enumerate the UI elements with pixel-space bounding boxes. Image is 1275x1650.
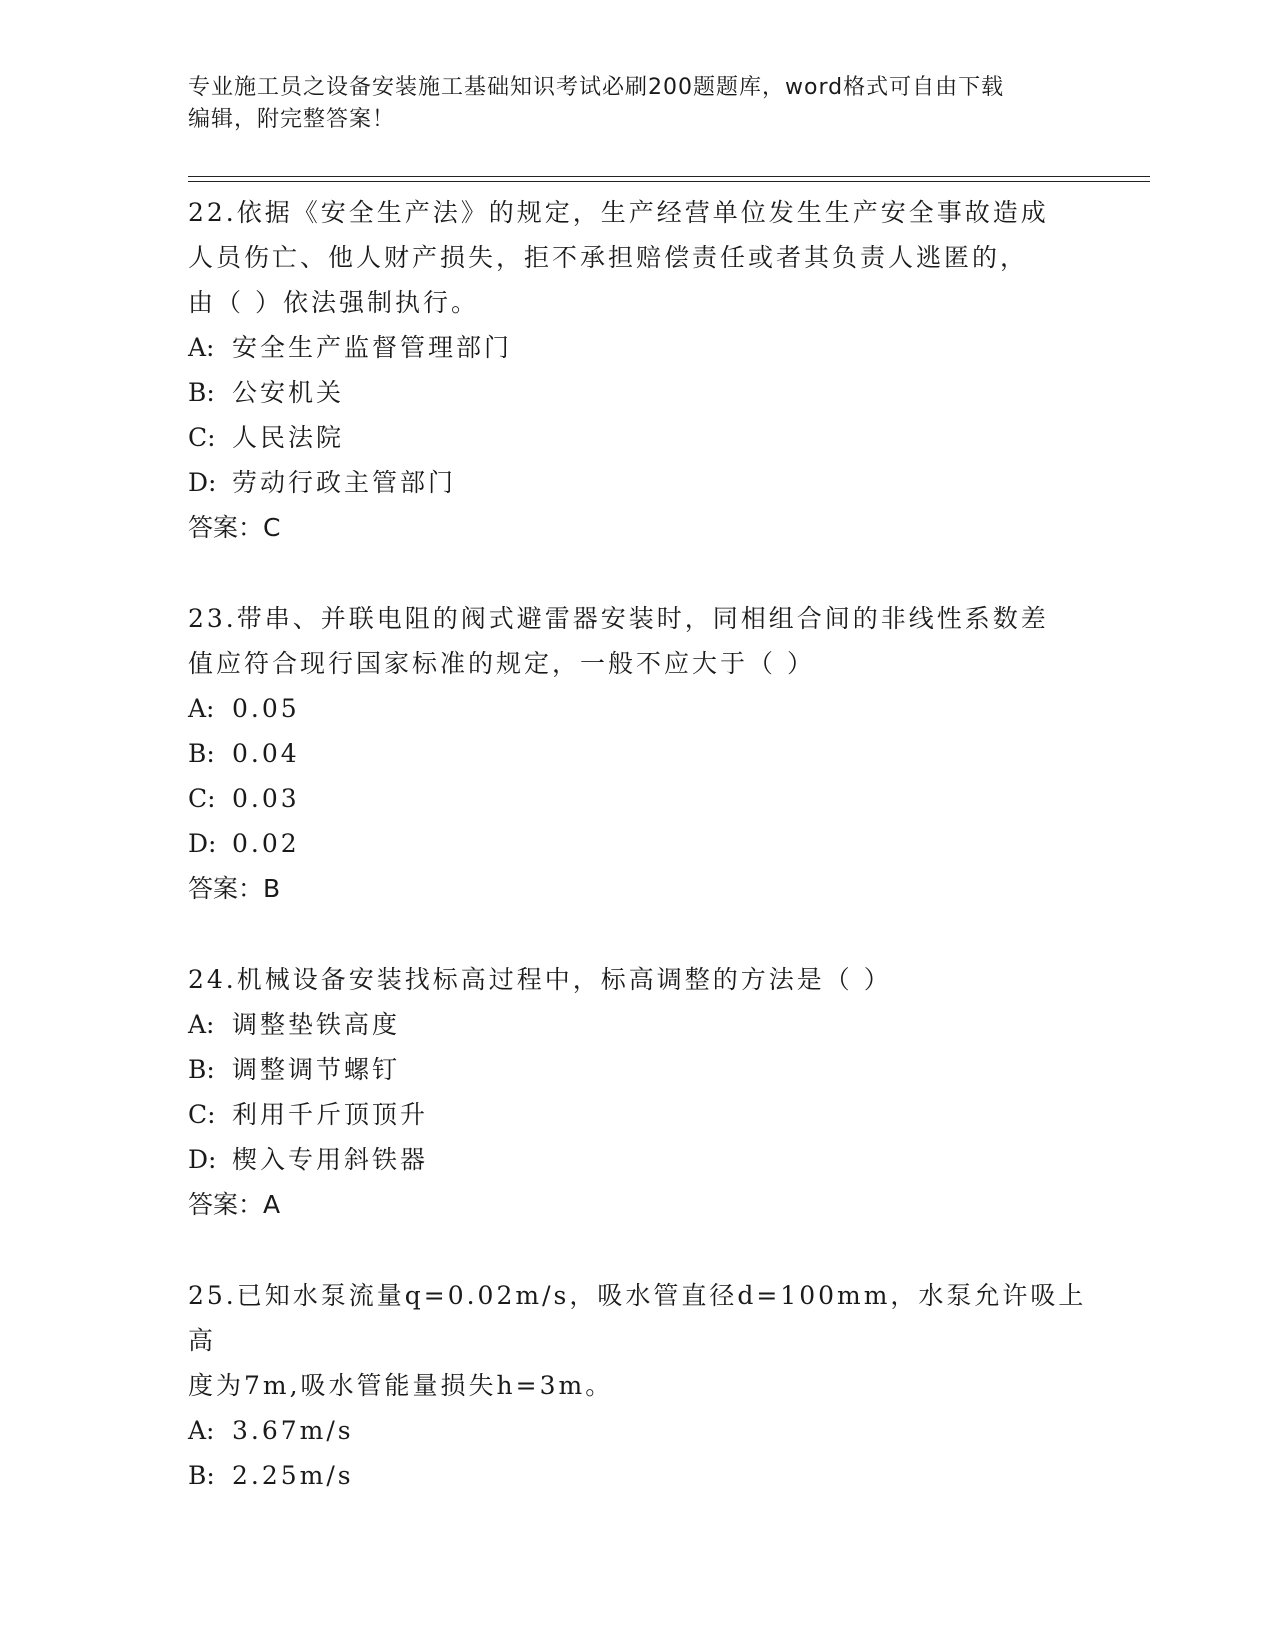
- question-text-line: 23.带串、并联电阻的阀式避雷器安装时，同相组合间的非线性系数差: [188, 604, 1049, 633]
- option-text: 安全生产监督管理部门: [232, 333, 513, 362]
- option-key: A:: [188, 333, 215, 362]
- header-line-1: 专业施工员之设备安装施工基础知识考试必刷200题题库，word格式可自由下载: [188, 75, 1005, 100]
- option-text: 0.05: [232, 694, 300, 723]
- option-b: [188, 370, 1088, 415]
- option-a: [188, 325, 1088, 370]
- option-text: 楔入专用斜铁器: [232, 1145, 429, 1174]
- option-b: [188, 1453, 1088, 1498]
- option-c: [188, 1092, 1088, 1137]
- option-c: [188, 776, 1088, 821]
- option-d: [188, 460, 1088, 505]
- option-b: [188, 1047, 1088, 1092]
- question-23: [188, 596, 1088, 911]
- option-key: C:: [188, 784, 216, 813]
- answer-line: 答案：B: [188, 874, 281, 903]
- option-a: [188, 686, 1088, 731]
- option-text: 调整垫铁高度: [232, 1010, 401, 1039]
- option-key: C:: [188, 423, 216, 452]
- question-text-line: 人员伤亡、他人财产损失，拒不承担赔偿责任或者其负责人逃匿的，: [188, 243, 1029, 272]
- option-key: B:: [188, 1461, 215, 1490]
- option-b: [188, 731, 1088, 776]
- option-text: 利用千斤顶顶升: [232, 1100, 429, 1129]
- option-text: 劳动行政主管部门: [232, 468, 457, 497]
- option-text: 人民法院: [232, 423, 345, 452]
- question-list: [188, 190, 1088, 1498]
- question-text-line: 22.依据《安全生产法》的规定，生产经营单位发生生产安全事故造成: [188, 198, 1049, 227]
- option-a: [188, 1002, 1088, 1047]
- option-text: 3.67m/s: [232, 1416, 354, 1445]
- document-header: [188, 72, 1088, 136]
- option-key: D:: [188, 829, 217, 858]
- option-text: 公安机关: [232, 378, 345, 407]
- question-text-line: 值应符合现行国家标准的规定，一般不应大于（ ）: [188, 649, 815, 678]
- option-key: B:: [188, 739, 215, 768]
- option-key: A:: [188, 694, 215, 723]
- answer-line: 答案：C: [188, 513, 281, 542]
- question-text-line: 24.机械设备安装找标高过程中，标高调整的方法是（ ）: [188, 965, 892, 994]
- option-key: D:: [188, 468, 217, 497]
- option-text: 0.04: [232, 739, 300, 768]
- option-key: A:: [188, 1010, 215, 1039]
- answer-line: 答案：A: [188, 1190, 281, 1219]
- header-divider-top: [188, 176, 1150, 177]
- option-text: 调整调节螺钉: [232, 1055, 401, 1084]
- question-22: [188, 190, 1088, 550]
- option-d: [188, 821, 1088, 866]
- option-text: 0.03: [232, 784, 300, 813]
- option-text: 0.02: [232, 829, 300, 858]
- question-text-line: 25.已知水泵流量q=0.02m/s，吸水管直径d=100mm，水泵允许吸上高: [188, 1281, 1087, 1355]
- question-text-line: 度为7m,吸水管能量损失h=3m。: [188, 1371, 614, 1400]
- option-d: [188, 1137, 1088, 1182]
- option-key: C:: [188, 1100, 216, 1129]
- question-24: [188, 957, 1088, 1227]
- option-key: D:: [188, 1145, 217, 1174]
- question-text-line: 由（ ）依法强制执行。: [188, 288, 479, 317]
- option-c: [188, 415, 1088, 460]
- option-key: A:: [188, 1416, 215, 1445]
- header-divider-bottom: [188, 181, 1150, 182]
- option-text: 2.25m/s: [232, 1461, 354, 1490]
- option-a: [188, 1408, 1088, 1453]
- option-key: B:: [188, 378, 215, 407]
- question-25: [188, 1273, 1088, 1498]
- option-key: B:: [188, 1055, 215, 1084]
- header-line-2: 编辑，附完整答案！: [188, 107, 396, 132]
